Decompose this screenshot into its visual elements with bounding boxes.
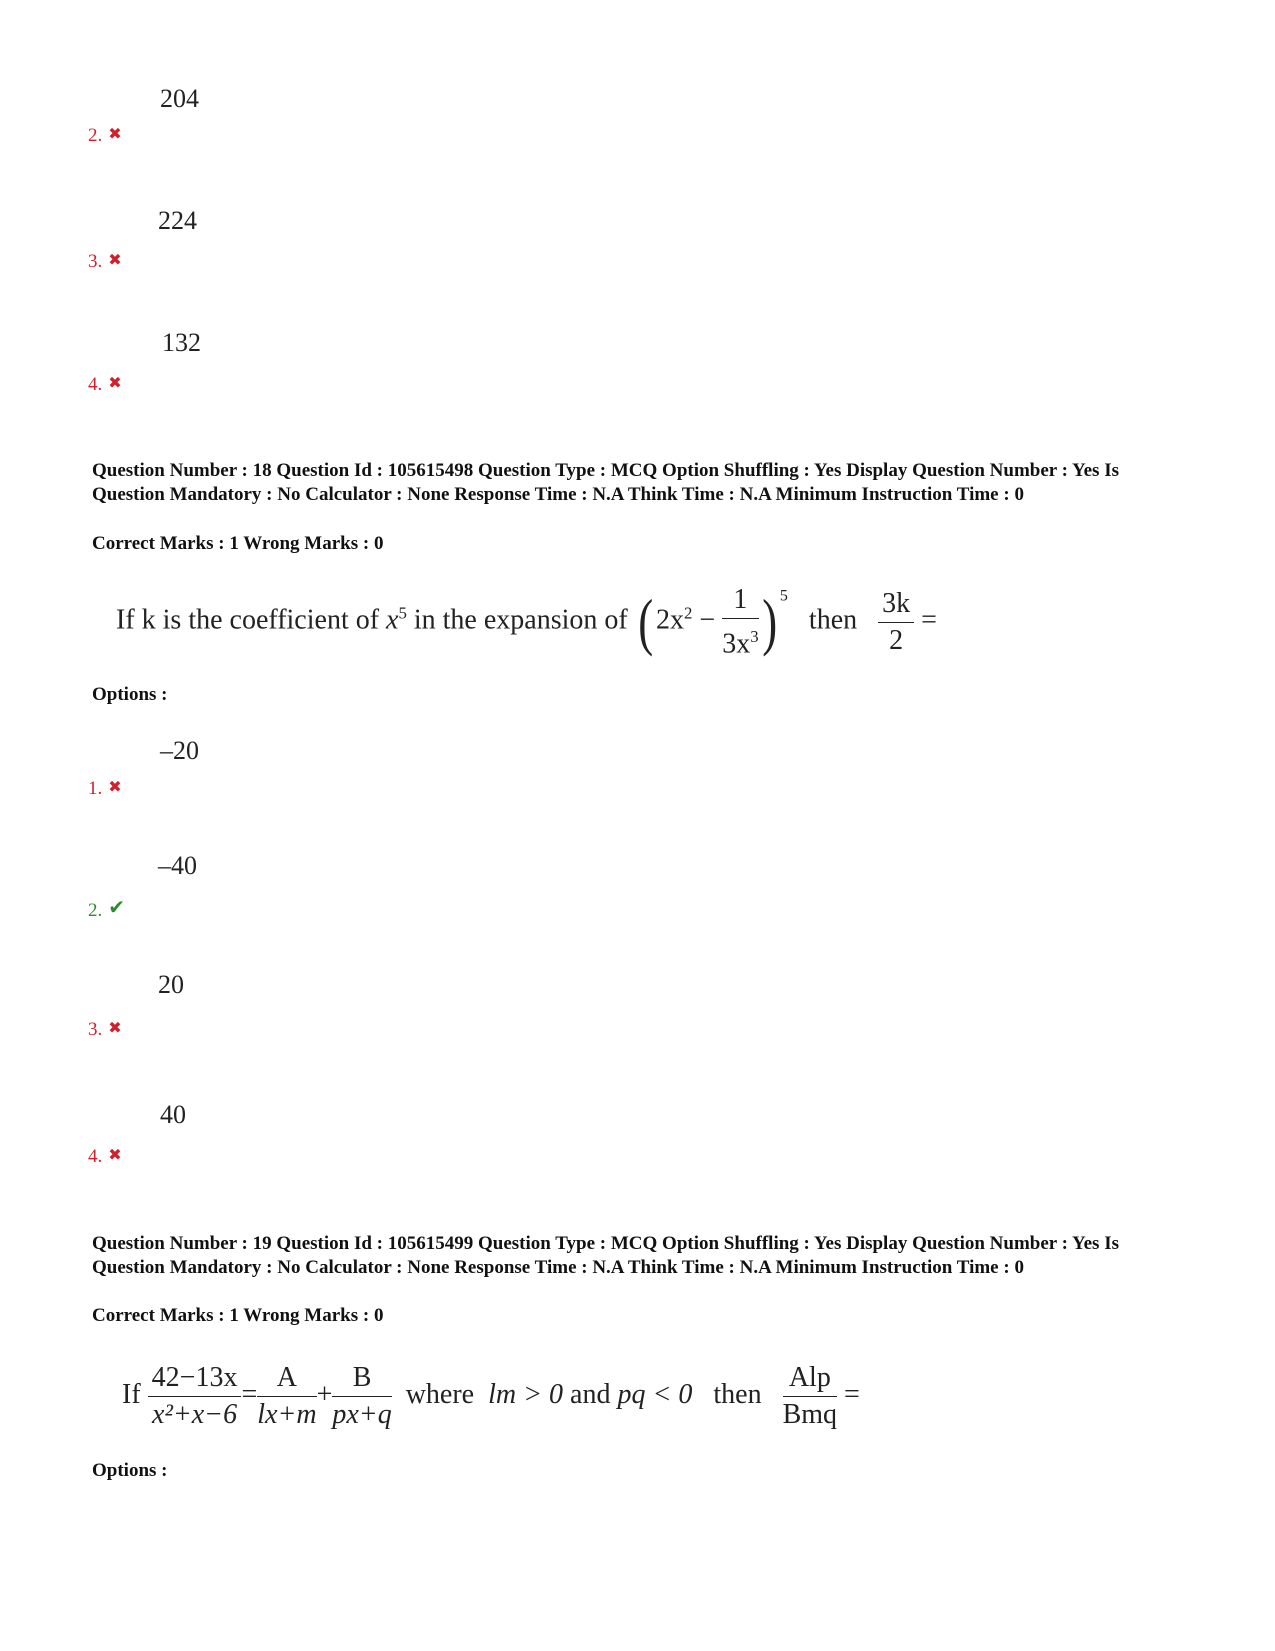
q19-and: and bbox=[570, 1378, 611, 1410]
option-value: 40 bbox=[160, 1100, 186, 1129]
question-19-options-label: Options : bbox=[92, 1460, 168, 1481]
q18-mid: in the expansion of bbox=[406, 604, 628, 636]
option-number bbox=[88, 250, 122, 273]
denominator-exp: 3 bbox=[750, 627, 759, 646]
option-value: –20 bbox=[160, 736, 199, 765]
question-18-marks: Correct Marks : 1 Wrong Marks : 0 bbox=[92, 533, 384, 554]
fraction-denominator bbox=[722, 619, 758, 662]
option-number bbox=[88, 1145, 122, 1168]
q18-outer-exp: 5 bbox=[779, 587, 788, 605]
q19-condition-1: lm > 0 bbox=[488, 1378, 564, 1410]
option-value: 20 bbox=[158, 970, 184, 999]
fraction-denominator: px+q bbox=[332, 1399, 392, 1430]
option-number bbox=[88, 373, 122, 396]
q19-condition-2: pq < 0 bbox=[617, 1378, 693, 1410]
q19-equals-2: = bbox=[844, 1378, 860, 1410]
option-number-label: 3. bbox=[88, 251, 103, 272]
fraction-numerator: 3k bbox=[878, 586, 914, 623]
option-number-label: 2. bbox=[88, 125, 103, 146]
question-19-text bbox=[122, 1360, 860, 1433]
left-paren: ( bbox=[637, 586, 653, 658]
q19-if: If bbox=[122, 1378, 141, 1410]
option-number bbox=[88, 124, 122, 147]
q19-fraction-2 bbox=[257, 1360, 316, 1433]
fraction-numerator: Alp bbox=[783, 1360, 837, 1397]
question-18-meta: Question Number : 18 Question Id : 105615498 Question Type : MCQ Option Shuffling : Yes Display Question Number : Yes Is Question Mandatory : No Calculator : None Response Time : N.A Think Time : N.A Minimum Instruction Time : 0 bbox=[92, 460, 1119, 505]
q19-then: then bbox=[713, 1378, 762, 1410]
denominator-text: 3x bbox=[722, 628, 751, 660]
wrong-cross-icon: ✖ bbox=[108, 1147, 122, 1164]
question-18-options-label: Options : bbox=[92, 684, 168, 705]
q18-fraction-2 bbox=[878, 586, 914, 659]
wrong-cross-icon: ✖ bbox=[108, 779, 122, 796]
wrong-cross-icon: ✖ bbox=[108, 375, 122, 392]
option-number-label: 2. bbox=[88, 900, 103, 921]
q18-equals: = bbox=[921, 604, 937, 636]
q18-fraction-1 bbox=[722, 582, 758, 662]
fraction-numerator: 42−13x bbox=[148, 1360, 242, 1397]
q18-term1-exp: 2 bbox=[684, 603, 693, 623]
wrong-cross-icon: ✖ bbox=[108, 126, 122, 143]
fraction-denominator: x²+x−6 bbox=[152, 1399, 238, 1430]
option-value: 204 bbox=[160, 84, 199, 113]
option-number-label: 3. bbox=[88, 1019, 103, 1040]
q19-plus: + bbox=[316, 1378, 333, 1410]
option-value: –40 bbox=[158, 851, 197, 880]
option-value: 224 bbox=[158, 206, 197, 235]
q19-fraction-1 bbox=[148, 1360, 242, 1433]
q18-minus: − bbox=[699, 604, 716, 636]
option-number bbox=[88, 895, 125, 922]
fraction-numerator: B bbox=[332, 1360, 391, 1397]
q18-term1: 2x bbox=[656, 604, 685, 636]
question-18-text bbox=[116, 582, 937, 662]
q19-where: where bbox=[405, 1378, 475, 1410]
option-number-label: 4. bbox=[88, 1146, 103, 1167]
right-paren: ) bbox=[761, 586, 777, 658]
option-value: 132 bbox=[162, 328, 201, 357]
q19-fraction-4 bbox=[783, 1360, 837, 1433]
option-number-label: 4. bbox=[88, 374, 103, 395]
fraction-denominator: 2 bbox=[889, 624, 904, 656]
q18-then: then bbox=[808, 604, 858, 636]
option-number bbox=[88, 1018, 122, 1041]
fraction-denominator: lx+m bbox=[257, 1399, 317, 1430]
correct-check-icon: ✔ bbox=[108, 897, 126, 919]
fraction-denominator: Bmq bbox=[782, 1399, 838, 1430]
q18-var: x bbox=[386, 604, 399, 636]
q18-exp: 5 bbox=[398, 603, 407, 623]
option-number-label: 1. bbox=[88, 778, 103, 799]
fraction-numerator: A bbox=[257, 1360, 316, 1397]
q18-prefix: If k is the coefficient of bbox=[116, 604, 387, 636]
wrong-cross-icon: ✖ bbox=[108, 1020, 122, 1037]
question-19-meta: Question Number : 19 Question Id : 105615499 Question Type : MCQ Option Shuffling : Yes Display Question Number : Yes Is Question Mandatory : No Calculator : None Response Time : N.A Think Time : N.A Minimum Instruction Time : 0 bbox=[92, 1233, 1119, 1278]
wrong-cross-icon: ✖ bbox=[108, 252, 122, 269]
q19-fraction-3 bbox=[332, 1360, 391, 1433]
option-number bbox=[88, 777, 122, 800]
q19-equals-1: = bbox=[241, 1378, 258, 1410]
question-19-marks: Correct Marks : 1 Wrong Marks : 0 bbox=[92, 1305, 384, 1326]
fraction-numerator: 1 bbox=[722, 582, 758, 619]
